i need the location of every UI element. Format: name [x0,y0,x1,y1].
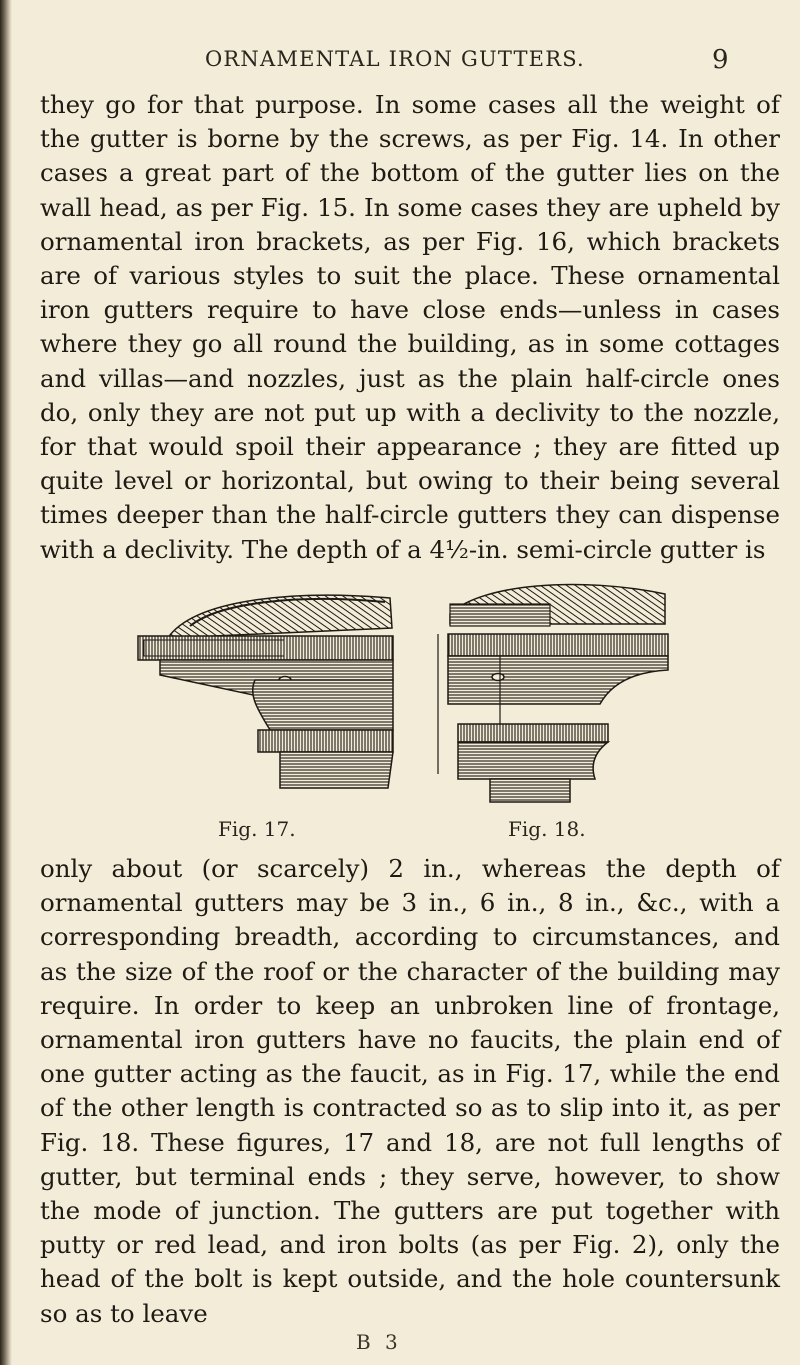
figure-17-gutter-end-illustration [130,580,400,795]
page-number: 9 [712,45,729,75]
page-binding-edge [0,0,12,1365]
figure-18-caption: Fig. 18. [508,817,586,841]
body-paragraph-1: they go for that purpose. In some cases all the weight of the gutter is borne by the screws, as per Fig. 14. In other cases a great part of the bottom of the gutter lies on the wall head, as per Fig. 15. In some cases they are upheld by ornamental iron brackets, as per Fig. 16, which brackets are of various styles to suit the place. These ornamental iron gutters require to have close ends—unless in cases where they go all round the building, as in some cottages and villas—and nozzles, just as the plain half-circle ones do, only they are not put up with a declivity to the nozzle, for that would spoil their appearance ; they are fitted up quite level or horizontal, but owing to their being several times deeper than the half-circle gutters they can dispense with a declivity. The depth of a 4½-in. semi-circle gutter is [40,90,780,564]
running-head [0,45,800,75]
running-title: ORNAMENTAL IRON GUTTERS. [205,47,585,71]
figure-17-caption: Fig. 17. [218,817,296,841]
figure-18-contracted-gutter-end-illustration [430,574,670,804]
body-paragraph-2: only about (or scarcely) 2 in., whereas the depth of ornamental gutters may be 3 in., 6 in., 8 in., &c., with a corresponding breadth, according to circumstances, and as the size of the roof or the character of the building may require. In order to keep an unbroken line of frontage, ornamental iron gutters have no faucits, the plain end of one gutter acting as the faucit, as in Fig. 17, while the end of the other length is contracted so as to slip into it, as per Fig. 18. These figures, 17 and 18, are not full lengths of gutter, but terminal ends ; they serve, however, to show the mode of junction. The gutters are put together with putty or red lead, and iron bolts (as per Fig. 2), only the head of the bolt is kept outside, and the hole countersunk so as to leave [40,854,780,1328]
signature-mark: B 3 [356,1330,402,1354]
